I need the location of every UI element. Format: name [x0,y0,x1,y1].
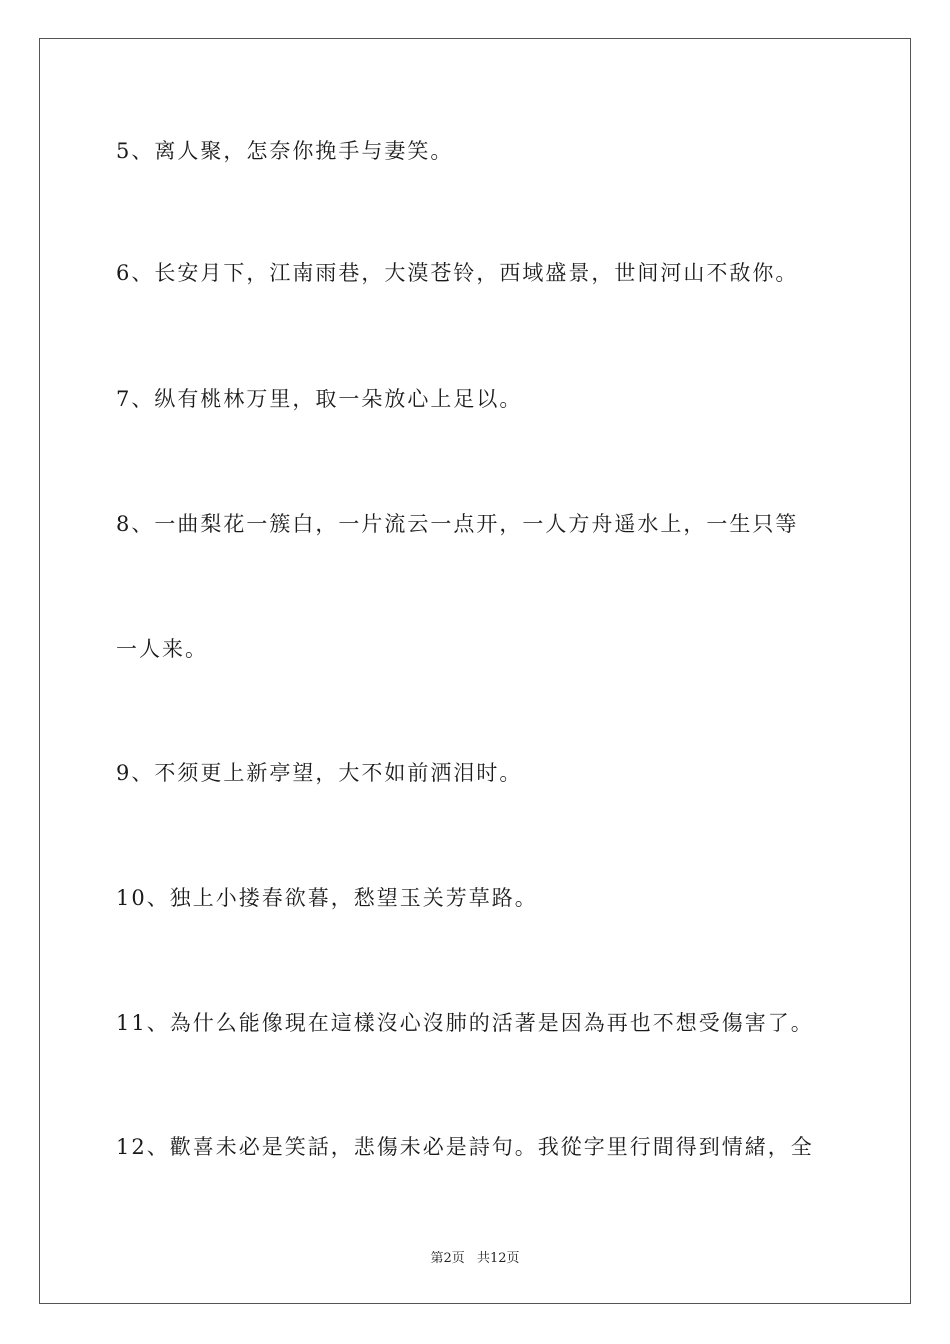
text-line-5: 5、离人聚，怎奈你挽手与妻笑。 [116,139,454,163]
page-border [39,38,911,1304]
page-number: 第2页 [430,1251,465,1266]
text-line-9: 9、不须更上新亭望，大不如前洒泪时。 [116,761,523,785]
text-line-8: 8、一曲梨花一簇白，一片流云一点开，一人方舟遥水上，一生只等 [116,512,799,536]
text-line-11: 11、為什么能像現在這樣沒心沒肺的活著是因為再也不想受傷害了。 [116,1011,814,1035]
text-line-7: 7、纵有桃林万里，取一朵放心上足以。 [116,387,523,411]
text-line-6: 6、长安月下，江南雨巷，大漠苍铃，西域盛景，世间河山不敌你。 [116,261,799,285]
text-line-8-cont: 一人来。 [116,637,208,661]
text-line-12: 12、歡喜未必是笑話，悲傷未必是詩句。我從字里行間得到情緒，全 [116,1135,814,1159]
page-total: 共12页 [476,1251,520,1266]
text-line-10: 10、独上小搂春欲暮，愁望玉关芳草路。 [116,886,538,910]
page-footer [0,1247,950,1266]
